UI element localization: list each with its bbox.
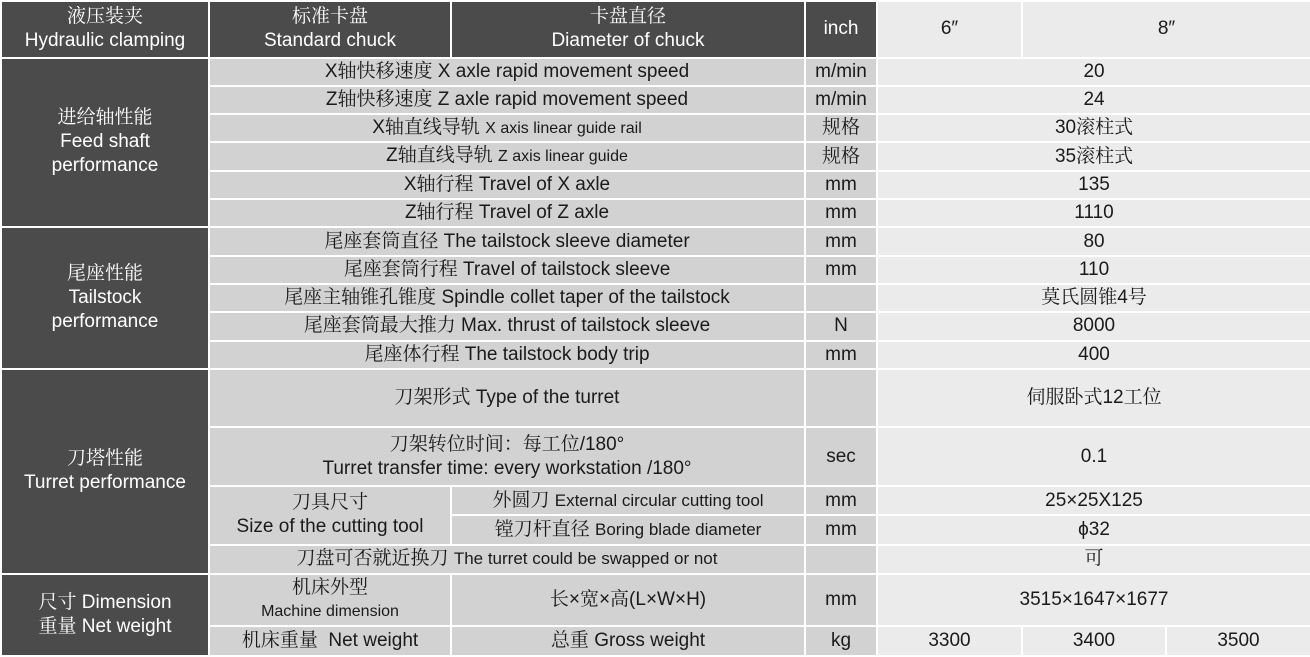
weight-value-6: 3300 — [877, 626, 1022, 656]
label-zh: 尺寸 — [38, 592, 77, 614]
label-zh: X轴快移速度 — [324, 60, 433, 82]
weight-value-8b: 3500 — [1166, 626, 1310, 656]
header-row — [1, 1, 1310, 58]
header-chuck-diameter — [451, 1, 805, 58]
row-label-turret-transfer — [209, 427, 805, 486]
label-en: Travel of tailstock sleeve — [462, 258, 671, 280]
label-zh: X轴行程 — [403, 173, 474, 195]
row-label-machine-dimension — [209, 574, 451, 626]
turret-category-en: Turret performance — [24, 472, 186, 494]
label-zh: 刀具尺寸 — [291, 492, 368, 514]
label-en: Z axle rapid movement speed — [437, 89, 689, 111]
dimension-category-line-1 — [6, 591, 204, 615]
table-row — [1, 369, 1310, 428]
tailstock-category-zh: 尾座性能 — [66, 263, 143, 285]
label-zh: 外圆刀 — [492, 489, 550, 511]
category-dimension-weight — [1, 574, 209, 656]
row-value: 400 — [877, 341, 1310, 369]
label-zh: 重量 — [38, 616, 77, 638]
header-diameter-en: Diameter of chuck — [551, 30, 705, 52]
row-label — [209, 171, 805, 199]
label-en: Spindle collet taper of the tailstock — [441, 287, 730, 309]
row-label-net-weight — [209, 626, 451, 656]
row-value: 8000 — [877, 312, 1310, 340]
label-zh: 刀架转位时间：每工位/180° — [389, 433, 625, 455]
row-label — [209, 256, 805, 284]
row-unit: sec — [805, 427, 877, 486]
row-unit: mm — [805, 515, 877, 544]
weight-value-8a: 3400 — [1022, 626, 1166, 656]
label-en: Turret transfer time: every workstation /180° — [322, 457, 692, 479]
label-en: X axis linear guide rail — [485, 119, 642, 137]
tailstock-category-en-1: Tailstock — [68, 287, 142, 309]
label-zh: 机床外型 — [291, 576, 368, 598]
label-en: Max. thrust of tailstock sleeve — [461, 315, 711, 337]
row-unit: N — [805, 312, 877, 340]
row-label-turret-type — [209, 369, 805, 428]
header-standard-chuck — [209, 1, 451, 58]
row-label — [209, 86, 805, 114]
label-en: Travel of X axle — [478, 173, 611, 195]
category-tailstock — [1, 227, 209, 368]
row-sublabel-boring — [451, 515, 805, 544]
row-value: 25×25X125 — [877, 486, 1310, 515]
category-turret — [1, 369, 209, 574]
label-zh: 刀架形式 — [394, 387, 471, 409]
row-value: 30滚柱式 — [877, 114, 1310, 142]
row-label — [209, 312, 805, 340]
row-label — [209, 199, 805, 227]
label-zh: 尾座套筒直径 — [324, 230, 439, 252]
row-value: 可 — [877, 545, 1310, 574]
row-unit: 规格 — [805, 142, 877, 170]
row-sublabel-gross-weight: 总重 Gross weight — [451, 626, 805, 656]
label-zh: 尾座主轴锥孔锥度 — [284, 287, 437, 309]
row-unit — [805, 369, 877, 428]
row-label-tool-size — [209, 486, 451, 545]
label-en: X axle rapid movement speed — [437, 60, 690, 82]
row-value: 24 — [877, 86, 1310, 114]
label-zh: 尾座体行程 — [364, 343, 460, 365]
row-unit — [805, 545, 877, 574]
row-value: 80 — [877, 227, 1310, 255]
label-en: External circular cutting tool — [554, 490, 764, 510]
table-row — [1, 58, 1310, 86]
row-unit: mm — [805, 341, 877, 369]
label-zh: Z轴快移速度 — [325, 89, 433, 111]
label-en: The turret could be swapped or not — [453, 549, 718, 569]
label-zh: X轴直线导轨 — [372, 116, 480, 138]
row-unit: kg — [805, 626, 877, 656]
row-value: 0.1 — [877, 427, 1310, 486]
header-chuck-en: Standard chuck — [263, 30, 397, 52]
label-en: The tailstock sleeve diameter — [443, 230, 690, 252]
row-unit: mm — [805, 256, 877, 284]
row-value: 伺服卧式12工位 — [877, 369, 1310, 428]
label-zh: 刀盘可否就近换刀 — [296, 548, 449, 570]
row-sublabel-external — [451, 486, 805, 515]
label-zh: 尾座套筒最大推力 — [303, 315, 456, 337]
row-unit: mm — [805, 171, 877, 199]
row-unit: mm — [805, 574, 877, 626]
label-en: Machine dimension — [261, 602, 399, 620]
header-diameter-zh: 卡盘直径 — [589, 6, 666, 28]
label-zh: Z轴直线导轨 — [386, 145, 493, 167]
category-feed-shaft — [1, 58, 209, 228]
header-unit: inch — [805, 1, 877, 58]
table-row — [1, 227, 1310, 255]
header-chuck-zh: 标准卡盘 — [291, 6, 368, 28]
row-label-turret-swap — [209, 545, 805, 574]
feed-category-en-1: Feed shaft — [60, 131, 150, 153]
row-value: 35滚柱式 — [877, 142, 1310, 170]
header-hydraulic-clamping — [1, 1, 209, 58]
row-unit — [805, 284, 877, 312]
row-unit: 规格 — [805, 114, 877, 142]
feed-category-en-2: performance — [51, 155, 159, 177]
feed-category-zh: 进给轴性能 — [57, 107, 153, 129]
label-en: Boring blade diameter — [594, 520, 762, 540]
row-value: 110 — [877, 256, 1310, 284]
row-label — [209, 284, 805, 312]
label-zh: 机床重量 — [241, 629, 318, 651]
row-value: 20 — [877, 58, 1310, 86]
header-hydraulic-zh: 液压装夹 — [66, 6, 143, 28]
dimension-category-line-2 — [6, 615, 204, 639]
row-unit: mm — [805, 227, 877, 255]
tailstock-category-en-2: performance — [51, 311, 159, 333]
header-size-6: 6″ — [877, 1, 1022, 58]
row-unit: m/min — [805, 58, 877, 86]
label-en: Travel of Z axle — [478, 202, 610, 224]
row-unit: mm — [805, 486, 877, 515]
label-en: Net weight — [81, 616, 172, 638]
label-zh: 尾座套筒行程 — [343, 258, 458, 280]
row-value: 莫氏圆锥4号 — [877, 284, 1310, 312]
row-unit: m/min — [805, 86, 877, 114]
header-hydraulic-en: Hydraulic clamping — [24, 30, 186, 52]
label-en: Dimension — [81, 592, 172, 614]
row-value: 135 — [877, 171, 1310, 199]
row-sublabel-lwh: 长×宽×高(L×W×H) — [451, 574, 805, 626]
row-label — [209, 58, 805, 86]
turret-category-zh: 刀塔性能 — [66, 448, 143, 470]
label-en: Type of the turret — [475, 387, 620, 409]
label-en: The tailstock body trip — [464, 343, 650, 365]
label-zh: Z轴行程 — [404, 202, 474, 224]
row-label — [209, 341, 805, 369]
row-unit: mm — [805, 199, 877, 227]
header-size-8: 8″ — [1022, 1, 1310, 58]
label-zh: 镗刀杆直径 — [494, 519, 590, 541]
row-label — [209, 142, 805, 170]
row-label — [209, 227, 805, 255]
label-en: Z axis linear guide — [498, 148, 628, 166]
label-en: Net weight — [328, 629, 419, 651]
row-value: 1110 — [877, 199, 1310, 227]
row-label — [209, 114, 805, 142]
label-en: Size of the cutting tool — [236, 516, 424, 538]
row-value: ϕ32 — [877, 515, 1310, 544]
table-row — [1, 574, 1310, 626]
row-value: 3515×1647×1677 — [877, 574, 1310, 626]
